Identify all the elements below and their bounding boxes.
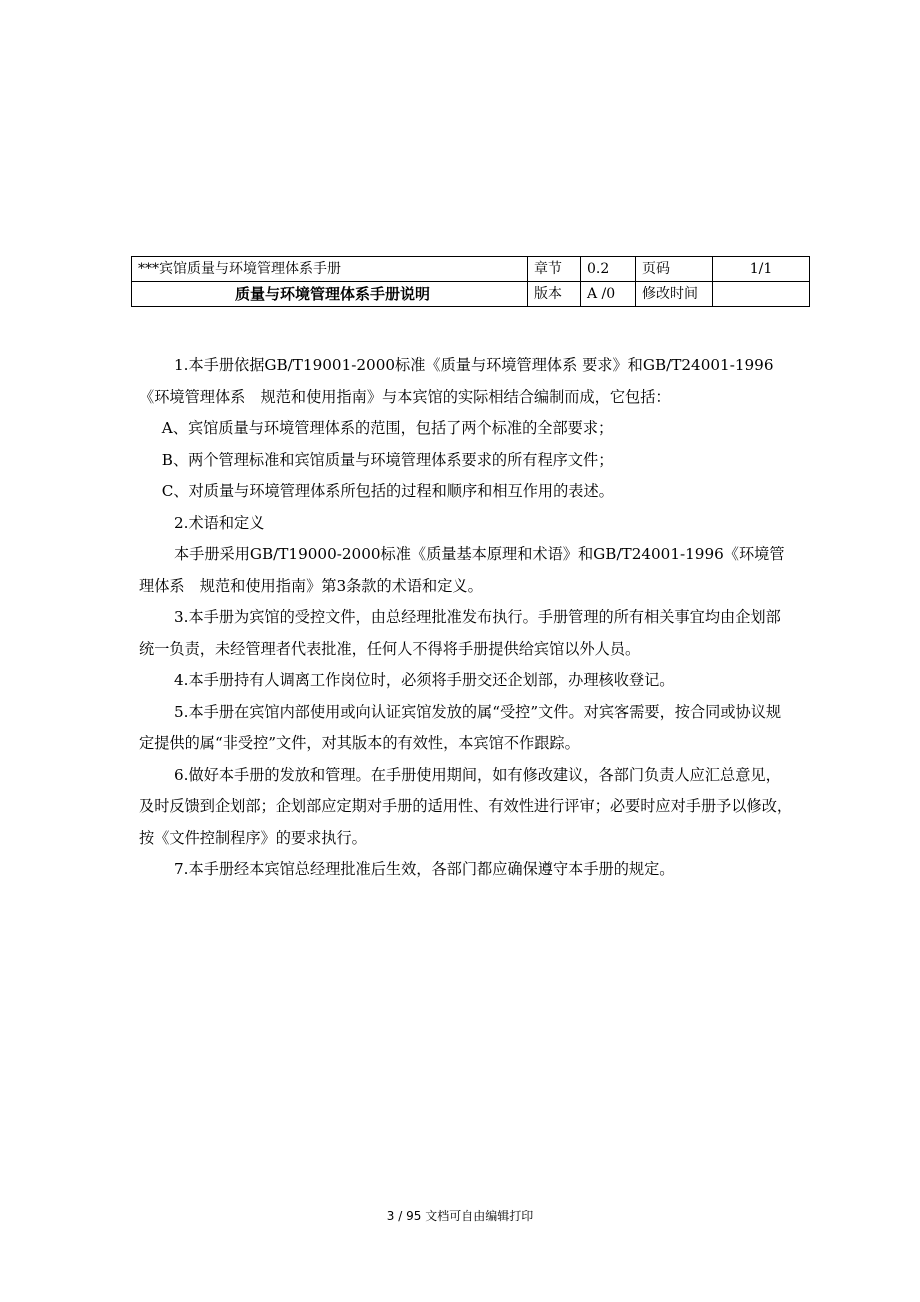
header-row-2 [132,282,810,307]
body-paragraph: 3.本手册为宾馆的受控文件，由总经理批准发布执行。手册管理的所有相关事宜均由企划部统一负责，未经管理者代表批准，任何人不得将手册提供给宾馆以外人员。 [139,608,781,658]
manual-title: ***宾馆质量与环境管理体系手册 [132,257,528,282]
revision-value [713,282,810,307]
body-paragraph: 2.术语和定义 [173,513,265,532]
document-body [139,350,794,886]
body-paragraph: 1.本手册依据GB/T19001-2000标准《质量与环境管理体系 要求》和GB/T24001-1996《环境管理体系 规范和使用指南》与本宾馆的实际相结合编制而成，它包括： [139,356,774,406]
page-label: 页码 [636,257,713,282]
doc-title: 质量与环境管理体系手册说明 [132,282,528,307]
body-paragraph: 5.本手册在宾馆内部使用或向认证宾馆发放的属“受控”文件。对宾客需要，按合同或协议规定提供的属“非受控”文件，对其版本的有效性，本宾馆不作跟踪。 [139,702,782,752]
body-paragraph: C、对质量与环境管理体系所包括的过程和顺序和相互作用的表述。 [161,482,614,500]
header-row-1 [132,257,810,282]
document-header-table [131,256,810,307]
body-paragraph: B、两个管理标准和宾馆质量与环境管理体系要求的所有程序文件； [161,450,614,469]
body-paragraph: A、宾馆质量与环境管理体系的范围，包括了两个标准的全部要求； [161,419,614,437]
body-paragraph: 本手册采用GB/T19000-2000标准《质量基本原理和术语》和GB/T24001-1996《环境管理体系 规范和使用指南》第3条款的术语和定义。 [139,545,785,595]
version-label: 版本 [528,282,581,307]
page-footer: 3 / 95 文档可自由编辑打印 [386,1209,534,1223]
body-paragraph: 6.做好本手册的发放和管理。在手册使用期间，如有修改建议，各部门负责人应汇总意见，及时反馈到企划部；企划部应定期对手册的适用性、有效性进行评审；必要时应对手册予以修改，按《文件控制程序》的要求执行。 [139,765,793,847]
body-paragraph: 7.本手册经本宾馆总经理批准后生效，各部门都应确保遵守本手册的规定。 [173,860,675,878]
version-value: A /0 [581,282,636,307]
body-paragraph: 4.本手册持有人调离工作岗位时，必须将手册交还企划部，办理核收登记。 [173,671,675,689]
chapter-value: 0.2 [581,257,636,282]
page-value: 1/1 [713,257,810,282]
chapter-label: 章节 [528,257,581,282]
revision-label: 修改时间 [636,282,713,307]
